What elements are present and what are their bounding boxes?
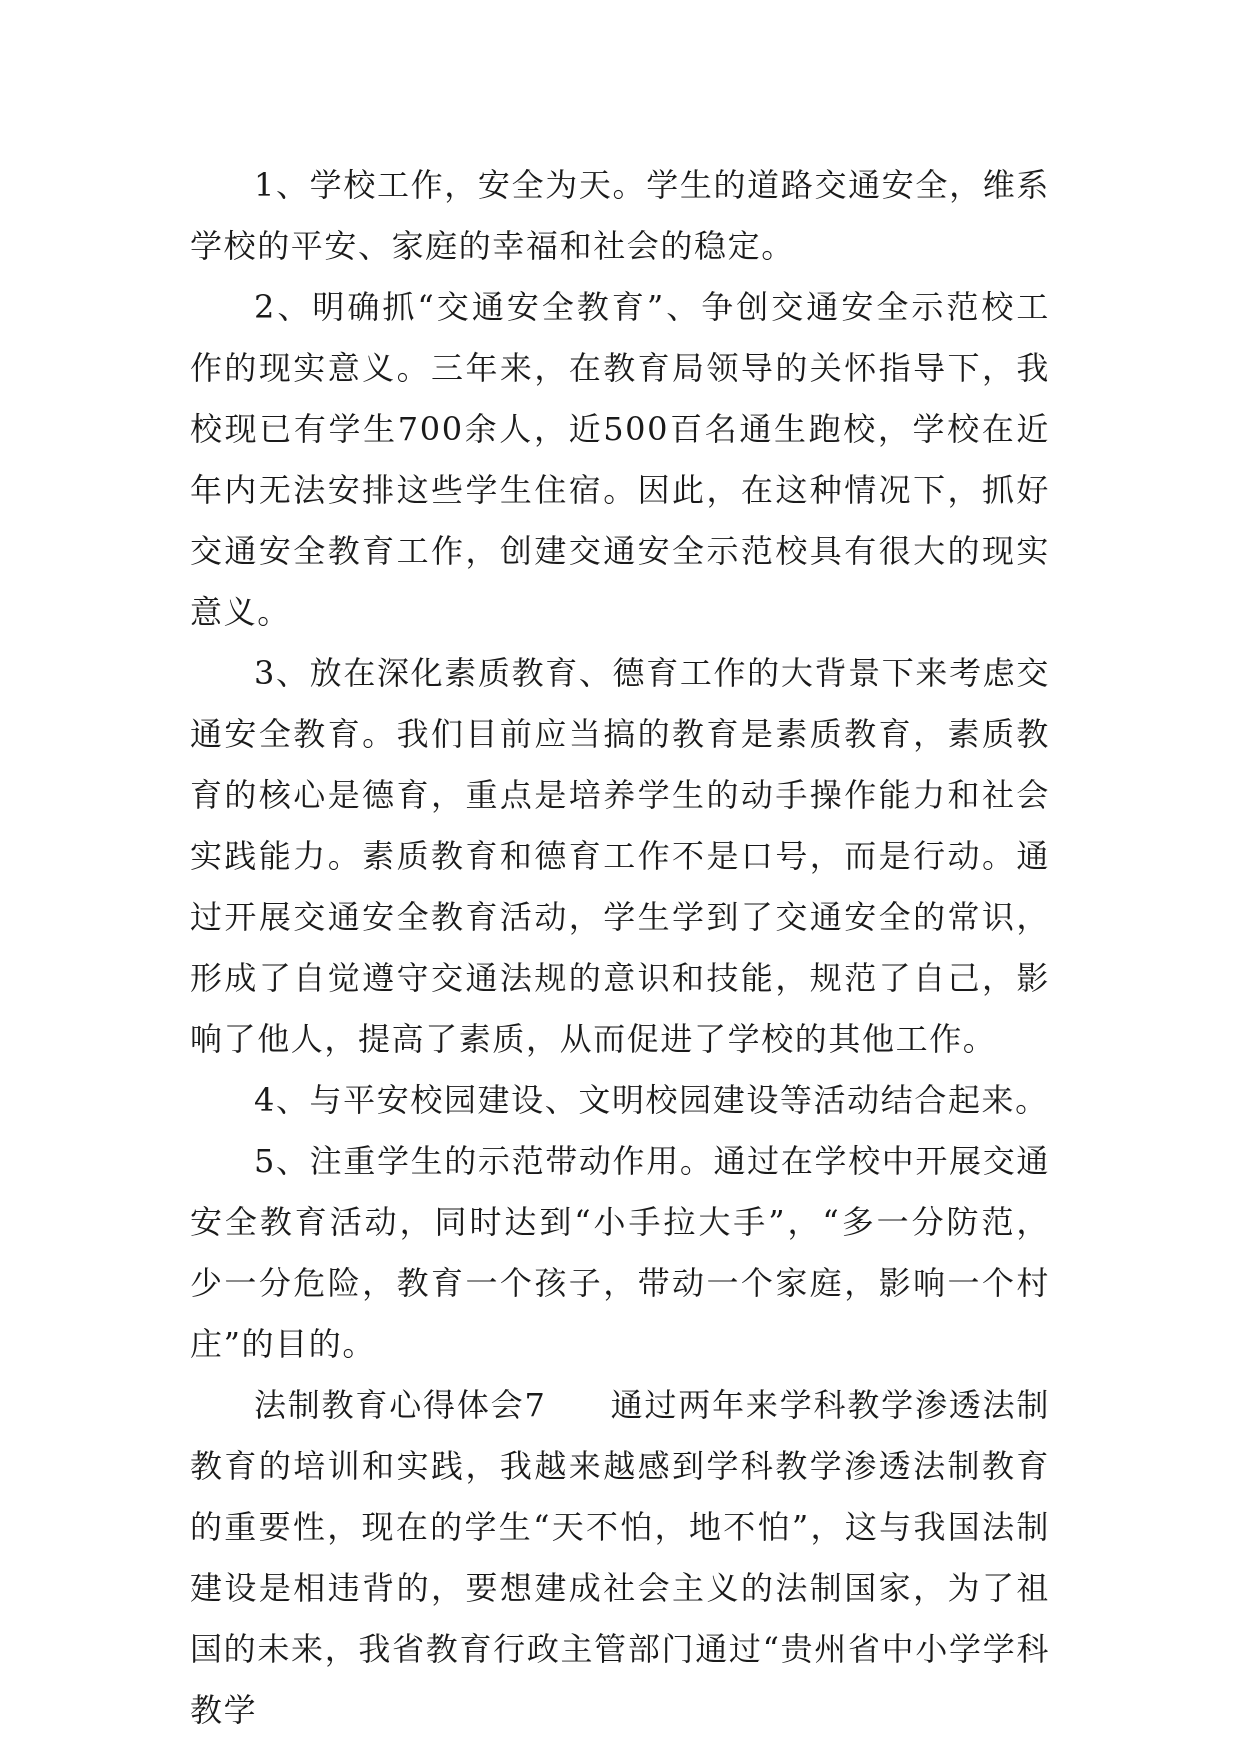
- document-body: [190, 155, 1050, 1741]
- section-paragraph: [190, 1375, 1050, 1741]
- paragraph-3: 3、放在深化素质教育、德育工作的大背景下来考虑交通安全教育。我们目前应当搞的教育是素质教育，素质教育的核心是德育，重点是培养学生的动手操作能力和社会实践能力。素质教育和德育工作不是口号，而是行动。通过开展交通安全教育活动，学生学到了交通安全的常识，形成了自觉遵守交通法规的意识和技能，规范了自己，影响了他人，提高了素质，从而促进了学校的其他工作。: [190, 654, 1050, 1058]
- section-body: 通过两年来学科教学渗透法制教育的培训和实践，我越来越感到学科教学渗透法制教育的重要性，现在的学生“天不怕，地不怕”，这与我国法制建设是相违背的，要想建成社会主义的法制国家，为了祖国的未来，我省教育行政主管部门通过“贵州省中小学学科教学: [190, 1386, 1050, 1729]
- paragraph-2: 2、明确抓“交通安全教育”、争创交通安全示范校工作的现实意义。三年来，在教育局领导的关怀指导下，我校现已有学生700余人，近500百名通生跑校，学校在近年内无法安排这些学生住宿。因此，在这种情况下，抓好交通安全教育工作，创建交通安全示范校具有很大的现实意义。: [190, 288, 1050, 631]
- paragraph-5: 5、注重学生的示范带动作用。通过在学校中开展交通安全教育活动，同时达到“小手拉大手”，“多一分防范，少一分危险，教育一个孩子，带动一个家庭，影响一个村庄”的目的。: [190, 1142, 1050, 1363]
- section-heading: 法制教育心得体会7: [254, 1386, 547, 1424]
- paragraph-4: 4、与平安校园建设、文明校园建设等活动结合起来。: [254, 1081, 1049, 1119]
- paragraph-1: 1、学校工作，安全为天。学生的道路交通安全，维系学校的平安、家庭的幸福和社会的稳定。: [190, 166, 1050, 265]
